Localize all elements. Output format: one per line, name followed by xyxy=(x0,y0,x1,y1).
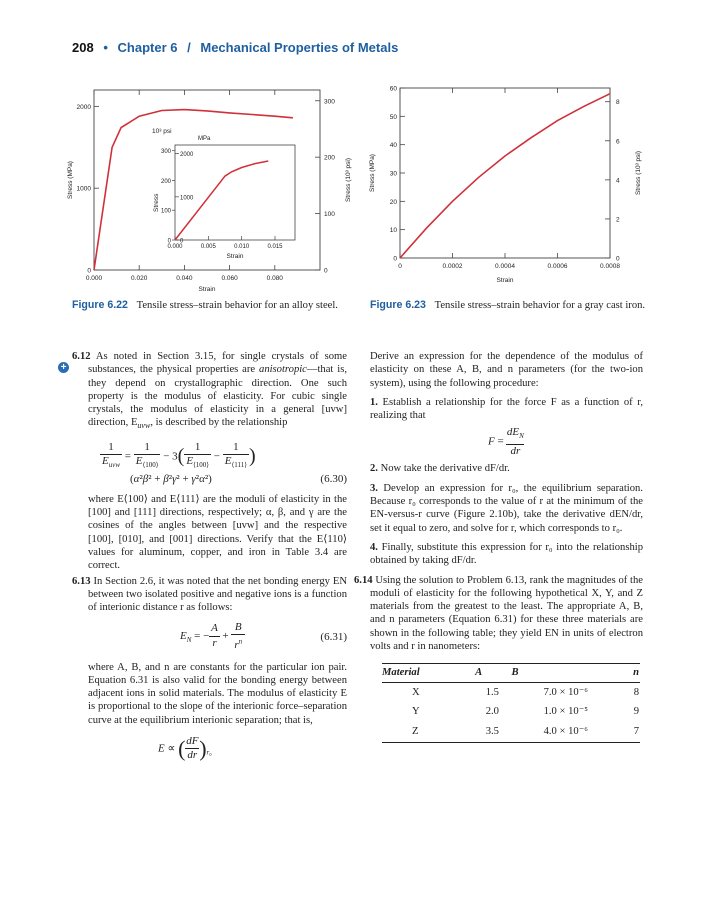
step-text: Finally, substitute this expression for r₀ into the relationship obtained by taking dF/dr. xyxy=(370,541,643,567)
problem-number: 6.13 xyxy=(72,575,91,587)
table-header: Material xyxy=(382,667,420,679)
inset-y-psi-label: 200 xyxy=(160,178,171,185)
y-tick-label: 50 xyxy=(389,113,397,121)
inset-y-psi-label: 0 xyxy=(167,238,171,245)
figure-6-23-chart xyxy=(362,78,662,293)
table-cell: 4.0 × 10⁻⁶ xyxy=(543,726,589,738)
y-right-tick-label: 0 xyxy=(324,267,328,275)
x-tick-label: 0.080 xyxy=(266,275,283,282)
problem-text: In Section 2.6, it was noted that the net bonding energy EN between two isolated positive and negative ions is a function of interionic distance r as follows: xyxy=(88,575,347,614)
y-right-tick-label: 200 xyxy=(324,154,335,162)
equation-6-30: 1 $E_{uvw} = 1$ $E_{⟨100⟩} - 3$( 1 $E_{⟨100⟩} - 1$ $E_{⟨111⟩}$ ) (α²β² + β²γ² + γ²α²) (6.30) xyxy=(102,440,347,485)
y-tick-label: 10 xyxy=(389,227,397,235)
x-tick-label: 0.000 xyxy=(85,275,103,282)
table-cell: Z xyxy=(412,726,419,738)
caption-text: Tensile stress–strain behavior for a gray cast iron. xyxy=(434,300,646,311)
right-column xyxy=(354,350,643,743)
y-right-tick-label: 0 xyxy=(616,255,620,263)
caption-label: Figure 6.22 xyxy=(72,299,128,311)
step-2 xyxy=(370,462,643,475)
chapter-title: Mechanical Properties of Metals xyxy=(200,40,399,55)
problem-text: , is described by the relationship xyxy=(150,417,288,429)
x-tick-label: 0.0004 xyxy=(495,263,515,270)
figure-6-22-caption xyxy=(72,299,342,313)
table-cell: 9 xyxy=(633,706,639,718)
y-tick-label: 0 xyxy=(87,267,91,275)
step-text: Now take the derivative dF/dr. xyxy=(380,463,510,475)
step-1 xyxy=(370,396,643,423)
step-number: 3. xyxy=(370,482,378,494)
y-right-tick-label: 4 xyxy=(616,177,620,185)
step-number: 1. xyxy=(370,396,378,408)
step-3 xyxy=(370,482,643,535)
table-cell: 2.0 xyxy=(485,706,499,718)
problem-number: 6.14 xyxy=(354,574,373,586)
x-tick-label: 0.0008 xyxy=(600,263,620,270)
problem-6-13 xyxy=(72,575,347,615)
inset-frame xyxy=(175,145,295,240)
step-number: 4. xyxy=(370,541,378,553)
table-cell: Y xyxy=(412,706,420,718)
plot-frame xyxy=(400,88,610,258)
table-header: n xyxy=(633,667,639,679)
table-cell: 1.0 × 10⁻⁵ xyxy=(543,706,589,718)
figure-6-22-chart xyxy=(60,82,360,297)
inset-x-tick-label: 0.010 xyxy=(234,244,250,250)
table-cell: 7 xyxy=(633,726,639,738)
y-right-tick-label: 6 xyxy=(616,138,620,146)
inset-x-tick-label: 0.005 xyxy=(200,244,216,250)
y-tick-label: 20 xyxy=(389,198,397,206)
x-tick-label: 0.0006 xyxy=(547,263,568,270)
inset-xlabel: Strain xyxy=(226,253,244,260)
problem-text: where E⟨100⟩ and E⟨111⟩ are the moduli of elasticity in the [100] and [111] directions, respectively; α, β, and γ are the cosines of the angles between [uvw] and the respective [100], [010], and [001] directions. Verify that the E⟨110⟩ values for aluminum, copper, and iron in Table 3.4 are correct. xyxy=(88,493,347,572)
inset-y-psi-label: 100 xyxy=(160,208,171,215)
problem-emphasis: anisotropic xyxy=(259,364,307,376)
table-header: B xyxy=(511,667,519,679)
inset-x-tick-label: 0.015 xyxy=(267,244,283,250)
header-separator: / xyxy=(187,40,191,55)
inset-y-mpa-label: 1000 xyxy=(180,195,194,202)
x-tick-label: 0.020 xyxy=(131,275,148,282)
problem-text: Derive an expression for the dependence of the modulus of elasticity on these A, B, and n parameters (for the two-ion system), using the following procedure: xyxy=(370,351,643,389)
y-tick-label: 30 xyxy=(389,170,397,178)
caption-text: Tensile stress–strain behavior for an alloy steel. xyxy=(136,300,338,311)
problem-6-12 xyxy=(72,350,347,433)
y-tick-label: 60 xyxy=(389,85,397,93)
web-resource-icon: + xyxy=(58,362,69,373)
table-cell: 3.5 xyxy=(485,726,499,738)
table-row xyxy=(382,682,640,702)
y-tick-label: 0 xyxy=(393,255,397,263)
inset-y-mpa-label: 2000 xyxy=(180,152,194,159)
materials-table xyxy=(382,663,640,742)
table-header: A xyxy=(475,667,483,679)
equation-modulus-proportionality: $E \propto (\frac{dF}{dr})_{r_0}$ xyxy=(158,735,212,762)
equation-6-31: $E_N = -\frac{A}{r} + \frac{B}{r^n}$ (6.31) xyxy=(180,620,347,651)
problem-text: —that is, they depend on crystallographic direction. One such property is the modulus of elasticity. For cubic single crystals, the modulus of elasticity in a general [uvw] direction, E xyxy=(88,364,347,429)
equation-number: (6.30) xyxy=(320,472,347,485)
y-right-axis-label: Stress (10³ psi) xyxy=(635,150,642,196)
header-bullet: • xyxy=(103,40,108,55)
chapter-label: Chapter 6 xyxy=(117,40,178,55)
problem-text: Using the solution to Problem 6.13, rank the magnitudes of the moduli of elasticity for the following hypothetical X, Y, and Z materials from the greatest to the least. The appropriate A, B, and n parameters (Equation 6.31) for these three materials are shown in the following table; they yield EN in units of electron volts and r in nanometers: xyxy=(370,574,643,653)
y-right-tick-label: 2 xyxy=(616,216,620,224)
table-cell: 1.5 xyxy=(485,686,499,698)
y-tick-label: 2000 xyxy=(76,103,91,111)
y-right-tick-label: 8 xyxy=(616,99,620,107)
left-column xyxy=(72,350,347,767)
table-cell: X xyxy=(412,686,420,698)
y-tick-label: 40 xyxy=(389,142,397,150)
inset-mpa-label: MPa xyxy=(198,136,211,142)
table-cell: 7.0 × 10⁻⁶ xyxy=(543,686,589,698)
problem-number: 6.12 xyxy=(72,351,91,362)
inset-ksi-label: 10³ psi xyxy=(152,128,172,135)
problem-text: where A, B, and n are constants for the particular ion pair. Equation 6.31 is also valid for the bonding energy between adjacent ions in solid materials. The modulus of elasticity E is proportional to the slope of the interionic force–separation curve at the equilibrium interionic separation; that is, xyxy=(88,661,347,726)
series-line-gray-cast-iron xyxy=(400,94,610,258)
y-axis-label: Stress (MPa) xyxy=(67,161,74,199)
series-line-alloy-steel xyxy=(94,110,293,270)
step-number: 2. xyxy=(370,463,378,475)
problem-6-14 xyxy=(354,574,643,654)
subscript: uvw xyxy=(137,421,151,431)
equation-number: (6.31) xyxy=(320,630,347,643)
inset-ylabel: Stress xyxy=(153,193,160,212)
figure-6-23-caption xyxy=(370,299,655,313)
y-right-tick-label: 100 xyxy=(324,211,335,219)
caption-label: Figure 6.23 xyxy=(370,299,426,311)
page-header xyxy=(72,40,398,55)
y-tick-label: 1000 xyxy=(76,185,91,193)
table-row xyxy=(382,702,640,722)
y-axis-label: Stress (MPa) xyxy=(369,154,376,192)
x-axis-label: Strain xyxy=(496,277,514,284)
x-tick-label: 0.0002 xyxy=(442,263,463,270)
page-number: 208 xyxy=(72,40,94,55)
x-tick-label: 0 xyxy=(398,263,402,270)
y-right-tick-label: 300 xyxy=(324,98,335,106)
y-right-axis-label: Stress (10³ psi) xyxy=(345,157,352,203)
equation-force: $F = dE_N$ dr xyxy=(488,426,524,457)
inset-x-tick-label: 0.000 xyxy=(167,244,183,250)
inset-y-mpa-label: 0 xyxy=(180,238,184,245)
x-tick-label: 0.060 xyxy=(221,275,238,282)
x-tick-label: 0.040 xyxy=(176,275,193,282)
step-text: Establish a relationship for the force F as a function of r, realizing that xyxy=(370,396,643,422)
table-cell: 8 xyxy=(633,686,639,698)
step-text: Develop an expression for r₀, the equilibrium separation. Because r₀ corresponds to the value of r at the minimum of the EN-versus-r curve (Figure 2.10b), take the derivative dEN/dr, set it equal to zero, and solve for r, which corresponds to r₀. xyxy=(370,482,643,534)
problem-text: As noted in Section 3.15, for single crystals of some substances, the physical properties are xyxy=(88,351,347,376)
x-axis-label: Strain xyxy=(198,286,216,293)
step-4 xyxy=(370,541,643,568)
inset-y-psi-label: 300 xyxy=(160,149,171,156)
table-row xyxy=(382,722,640,742)
